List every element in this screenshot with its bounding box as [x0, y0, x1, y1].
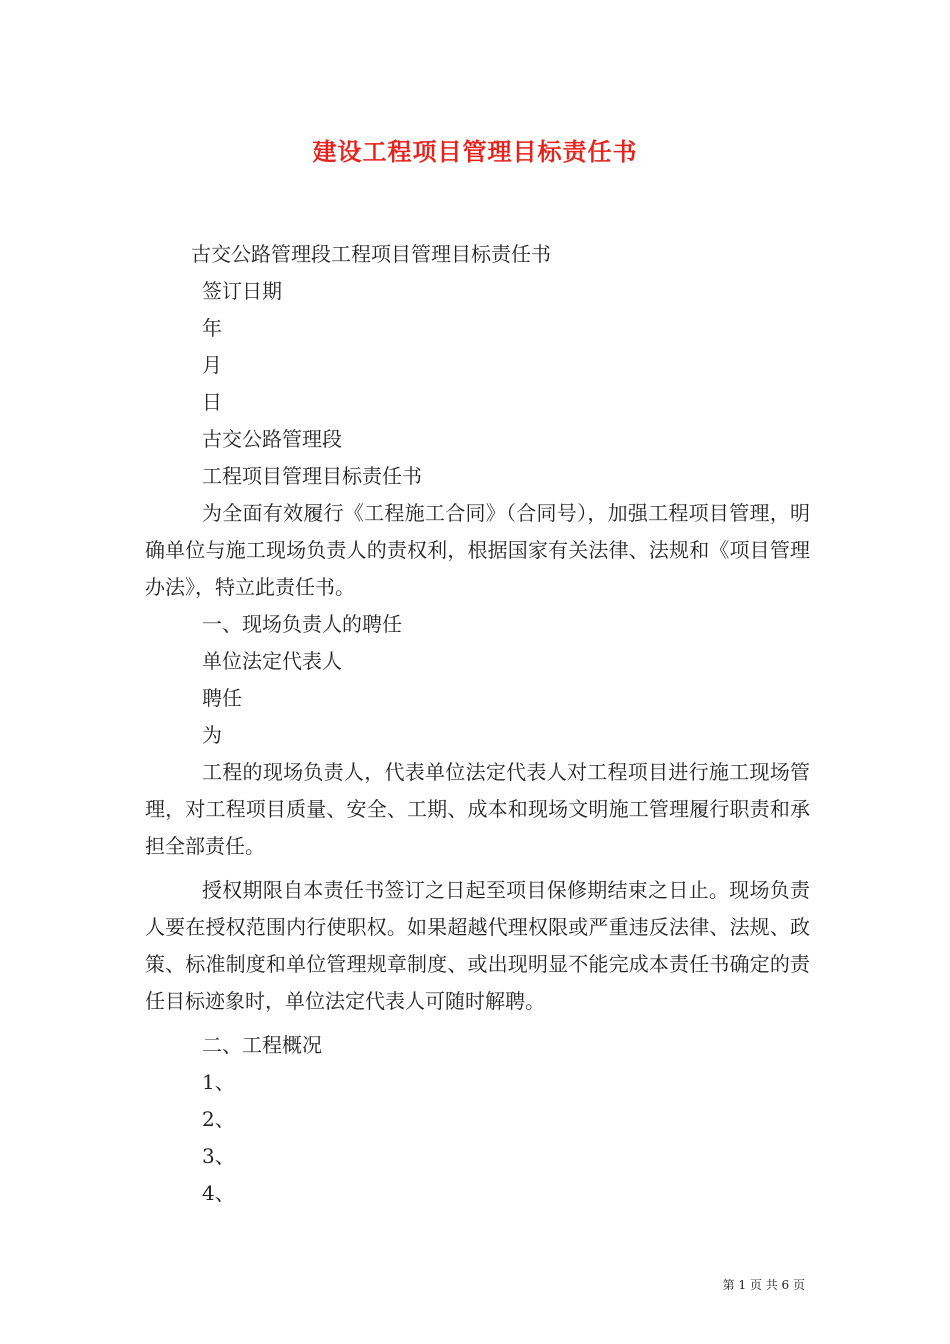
paragraph: 年: [202, 316, 222, 340]
paragraph: 2、: [202, 1107, 235, 1131]
document-body: [145, 236, 810, 1212]
paragraph: 3、: [202, 1144, 235, 1168]
page-footer: 第 1 页 共 6 页: [722, 1278, 805, 1292]
paragraph: 工程项目管理目标责任书: [202, 464, 422, 488]
paragraph: 工程的现场负责人，代表单位法定代表人对工程项目进行施工现场管理，对工程项目质量、安全、工期、成本和现场文明施工管理履行职责和承担全部责任。: [145, 760, 810, 858]
paragraph: 为: [202, 723, 222, 747]
document-title: 建设工程项目管理目标责任书: [312, 137, 638, 166]
paragraph: 二、工程概况: [202, 1033, 322, 1057]
paragraph: 4、: [202, 1181, 235, 1205]
paragraph: 古交公路管理段工程项目管理目标责任书: [191, 242, 551, 266]
paragraph: 古交公路管理段: [202, 427, 342, 451]
paragraph: 聘任: [202, 686, 242, 710]
paragraph: 1、: [202, 1070, 235, 1094]
paragraph: 授权期限自本责任书签订之日起至项目保修期结束之日止。现场负责人要在授权范围内行使职权。如果超越代理权限或严重违反法律、法规、政策、标准制度和单位管理规章制度、或出现明显不能完成本责任书确定的责任目标迹象时，单位法定代表人可随时解聘。: [145, 878, 810, 1013]
paragraph: 月: [202, 353, 222, 377]
paragraph: 一、现场负责人的聘任: [202, 612, 402, 636]
paragraph: 单位法定代表人: [202, 649, 342, 673]
paragraph: 签订日期: [202, 279, 282, 303]
paragraph: 日: [202, 390, 222, 414]
paragraph: 为全面有效履行《工程施工合同》（合同号），加强工程项目管理，明确单位与施工现场负责人的责权利，根据国家有关法律、法规和《项目管理办法》，特立此责任书。: [145, 501, 810, 599]
